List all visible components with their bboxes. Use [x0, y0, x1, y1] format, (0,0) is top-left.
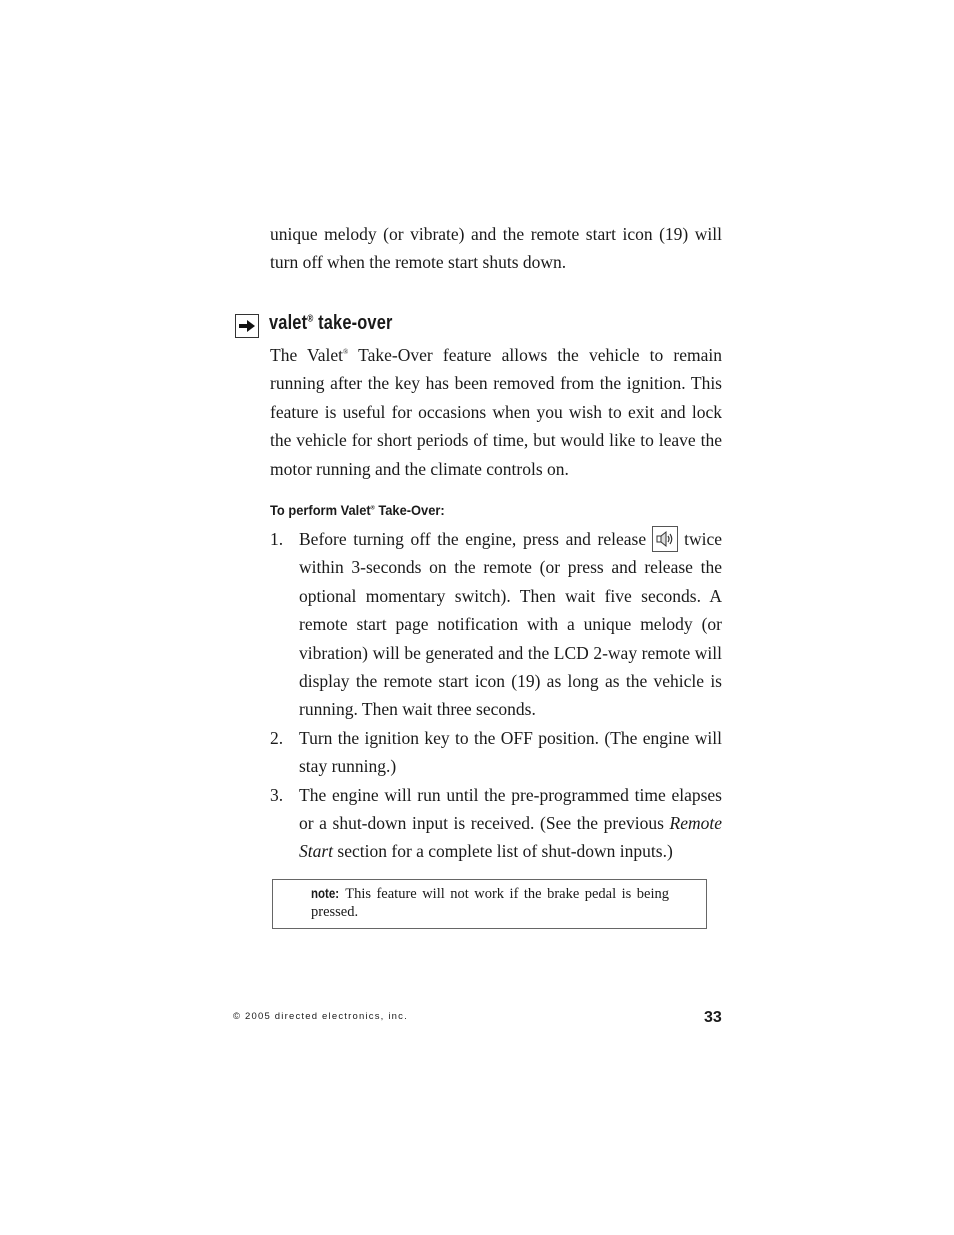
section-paragraph: The Valet® Take-Over feature allows the vehicle to remain running after the key has been removed from the ignition. This feature is useful for occasions when you wish to exit and lock the vehicle for short periods of time, but would like to leave the motor running and the climate controls on. — [270, 345, 722, 479]
note-text: note: This feature will not work if the brake pedal is being pressed. — [311, 886, 669, 920]
step-number: 2. — [270, 727, 284, 748]
procedure-steps — [270, 525, 722, 866]
step-3: 3. The engine will run until the pre-programmed time elapses or a shut-down input is received. (See the previous Remote Start section for a complete list of shut-down inputs.) — [270, 781, 722, 866]
procedure-subheading: To perform Valet® Take-Over: — [270, 502, 445, 518]
step-1: 1. Before turning off the engine, press and release twice within 3-seconds on the remote (or press and release the optional momentary switch). Then wait five seconds. A remote start page notification with a unique melody (or vibration) will be generated and the LCD 2-way remote will display the remote start icon (19) as long as the vehicle is running. Then wait three seconds. — [270, 525, 722, 724]
page-number: 33 — [704, 1009, 722, 1026]
step-number: 3. — [270, 784, 284, 805]
footer-copyright: © 2005 directed electronics, inc. — [233, 1011, 408, 1022]
speaker-icon — [652, 526, 678, 552]
note-box — [272, 879, 707, 929]
intro-paragraph: unique melody (or vibrate) and the remote start icon (19) will turn off when the remote start shuts down. — [270, 224, 722, 272]
step-number: 1. — [270, 529, 284, 549]
step-2: 2. Turn the ignition key to the OFF position. (The engine will stay running.) — [270, 724, 722, 781]
arrow-right-icon — [235, 314, 259, 338]
note-label: note: — [311, 886, 340, 901]
section-heading: valet® take-over — [269, 312, 393, 334]
